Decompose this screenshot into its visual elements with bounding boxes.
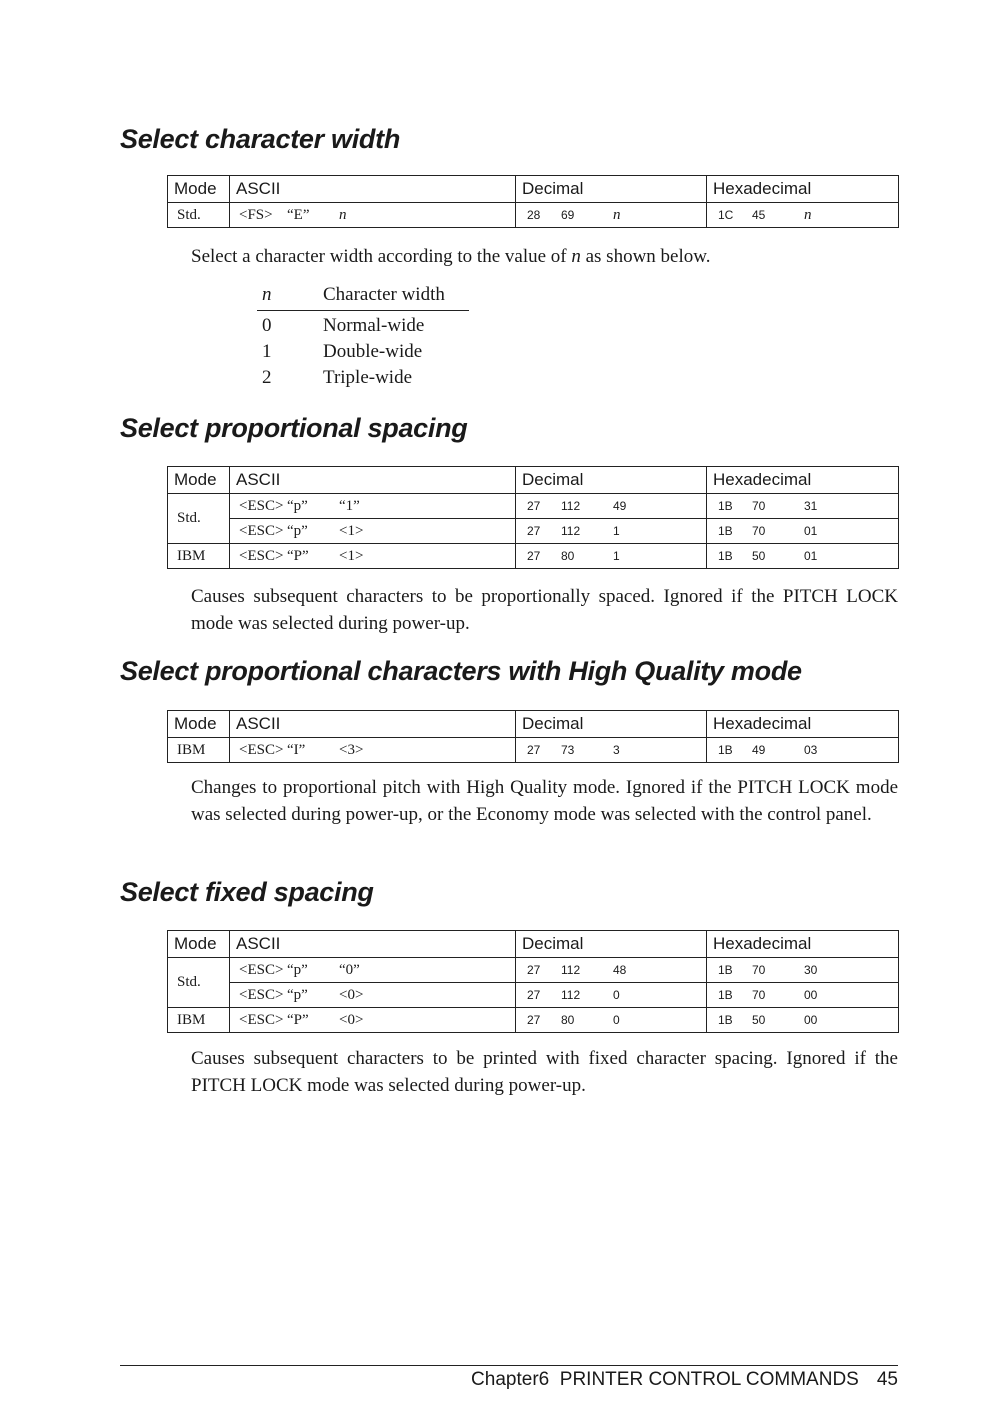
header-mode: Mode — [168, 176, 230, 203]
table-row — [168, 983, 899, 1008]
table-row — [168, 1008, 899, 1033]
ascii-cell: <ESC> “P” <1> — [230, 544, 516, 569]
header-hex: Hexadecimal — [707, 467, 899, 494]
table-header-row — [168, 176, 899, 203]
table-row — [168, 544, 899, 569]
ascii-cell: <ESC> “p” <1> — [230, 519, 516, 544]
hex-cell: 1B 49 03 — [707, 738, 899, 763]
decimal-cell: 27 73 3 — [516, 738, 707, 763]
hex-cell: 1B 70 31 — [707, 494, 899, 519]
table-row — [168, 738, 899, 763]
list-item: 2 Triple-wide — [262, 367, 413, 388]
header-mode: Mode — [168, 467, 230, 494]
header-ascii: ASCII — [230, 467, 516, 494]
mode-cell: IBM — [168, 1008, 230, 1033]
decimal-cell: 28 69 n — [516, 203, 707, 228]
table-row — [168, 203, 899, 228]
header-decimal: Decimal — [516, 931, 707, 958]
mode-cell: IBM — [168, 738, 230, 763]
table-header-row — [168, 711, 899, 738]
page-number: 45 — [876, 1369, 898, 1390]
command-table-high-quality-mode — [167, 710, 899, 763]
ascii-cell: <ESC> “I” <3> — [230, 738, 516, 763]
header-decimal: Decimal — [516, 176, 707, 203]
header-ascii: ASCII — [230, 711, 516, 738]
list-item: 1 Double-wide — [262, 341, 423, 362]
character-width-header: n Character width — [257, 282, 469, 311]
chapter-title: Chapter6 PRINTER CONTROL COMMANDS — [471, 1369, 859, 1390]
hex-cell: 1B 50 01 — [707, 544, 899, 569]
hex-cell: 1B 70 01 — [707, 519, 899, 544]
hex-cell: 1B 50 00 — [707, 1008, 899, 1033]
header-decimal: Decimal — [516, 711, 707, 738]
header-mode: Mode — [168, 711, 230, 738]
description-character-width: Select a character width according to the value of n as shown below. — [191, 246, 711, 267]
section-title-fixed-spacing: Select fixed spacing — [120, 877, 374, 907]
header-hex: Hexadecimal — [707, 176, 899, 203]
character-width-table — [257, 282, 469, 391]
mode-cell: IBM — [168, 544, 230, 569]
list-item: 0 Normal-wide — [262, 315, 425, 336]
description-proportional-spacing: Causes subsequent characters to be proportionally spaced. Ignored if the PITCH LOCK mode was selected during power-up. — [191, 586, 898, 634]
section-title-character-width: Select character width — [120, 124, 401, 154]
command-table-character-width — [167, 175, 899, 228]
table-row — [168, 494, 899, 519]
description-fixed-spacing: Causes subsequent characters to be printed with fixed character spacing. Ignored if the PITCH LOCK mode was selected during power-up. — [191, 1048, 898, 1096]
decimal-cell: 27 112 48 — [516, 958, 707, 983]
mode-cell: Std. — [168, 203, 230, 228]
page-footer — [471, 1369, 898, 1391]
mode-cell: Std. — [168, 494, 230, 544]
section-title-proportional-spacing: Select proportional spacing — [120, 413, 468, 443]
command-table-proportional-spacing — [167, 466, 899, 569]
section-title-high-quality-mode: Select proportional characters with High Quality mode — [120, 656, 802, 686]
header-mode: Mode — [168, 931, 230, 958]
decimal-cell: 27 112 49 — [516, 494, 707, 519]
mode-cell: Std. — [168, 958, 230, 1008]
header-ascii: ASCII — [230, 931, 516, 958]
header-ascii: ASCII — [230, 176, 516, 203]
command-table-fixed-spacing — [167, 930, 899, 1033]
header-hex: Hexadecimal — [707, 931, 899, 958]
decimal-cell: 27 80 1 — [516, 544, 707, 569]
table-header-row — [168, 931, 899, 958]
header-hex: Hexadecimal — [707, 711, 899, 738]
footer-divider — [120, 1365, 898, 1366]
n-variable: n — [571, 246, 581, 267]
ascii-cell: <ESC> “p” “0” — [230, 958, 516, 983]
hex-cell: 1B 70 30 — [707, 958, 899, 983]
decimal-cell: 27 80 0 — [516, 1008, 707, 1033]
description-high-quality-mode: Changes to proportional pitch with High Quality mode. Ignored if the PITCH LOCK mode was selected during power-up, or the Economy mode was selected with the control panel. — [191, 777, 898, 825]
decimal-cell: 27 112 0 — [516, 983, 707, 1008]
header-decimal: Decimal — [516, 467, 707, 494]
ascii-cell: <ESC> “p” “1” — [230, 494, 516, 519]
ascii-cell: <ESC> “P” <0> — [230, 1008, 516, 1033]
table-row — [168, 958, 899, 983]
decimal-cell: 27 112 1 — [516, 519, 707, 544]
ascii-cell: <FS> “E” n — [230, 203, 516, 228]
hex-cell: 1C 45 n — [707, 203, 899, 228]
table-row — [168, 519, 899, 544]
ascii-cell: <ESC> “p” <0> — [230, 983, 516, 1008]
hex-cell: 1B 70 00 — [707, 983, 899, 1008]
table-header-row — [168, 467, 899, 494]
